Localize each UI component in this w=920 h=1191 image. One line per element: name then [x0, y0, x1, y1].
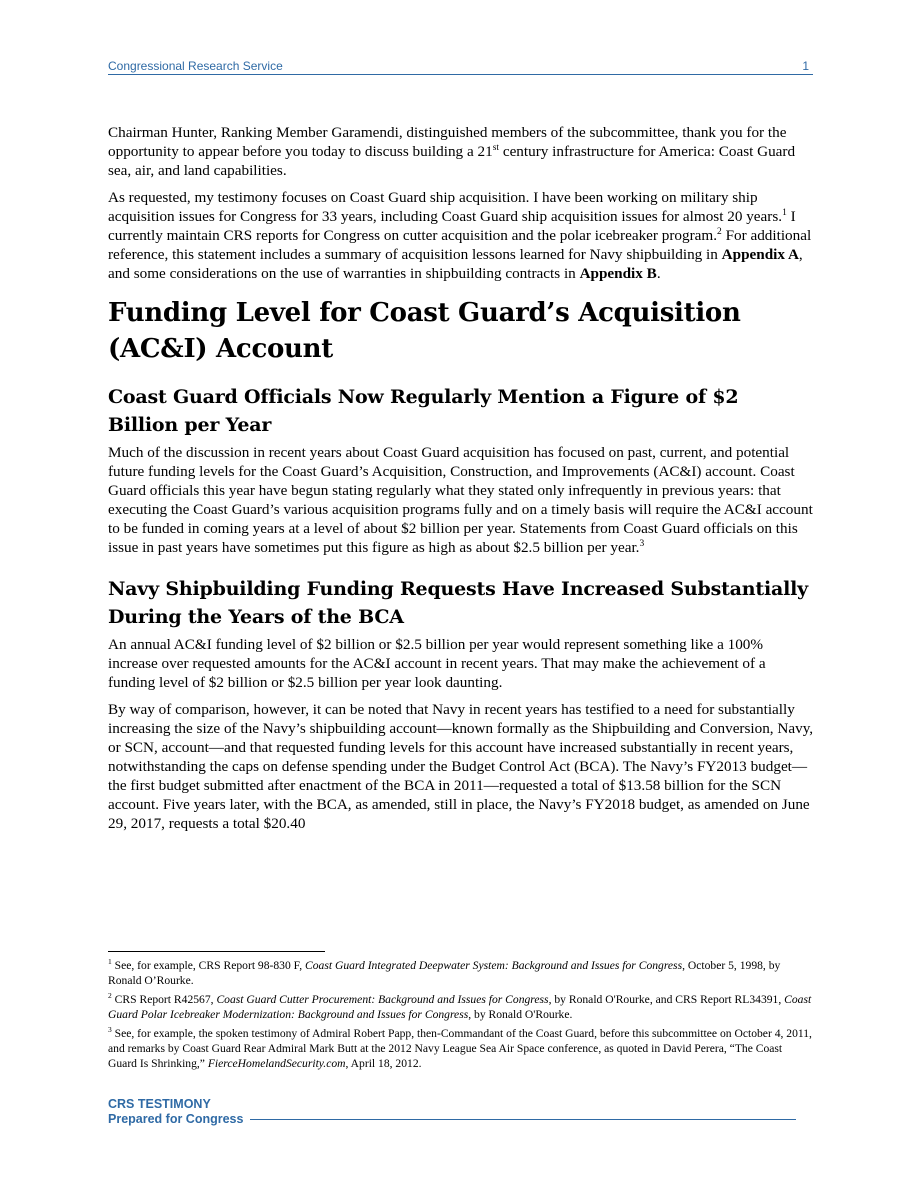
subheading-coast-guard-officials: Coast Guard Officials Now Regularly Mention a Figure of $2 Billion per Year [108, 386, 739, 436]
page-number: 1 [802, 59, 809, 73]
intro-paragraph-2: As requested, my testimony focuses on Coast Guard ship acquisition. I have been working on military ship acquisition issues for Congress for 33 years, including Coast Guard ship acquisition issues for almost 20 years.$^1$ I currently maintain CRS reports for Congress on cutter acquisition and the polar icebreaker program.$^2$ For additional reference, this statement includes a summary of acquisition lessons learned for Navy shipbuilding in Appendix A, and some considerations on the use of warranties in shipbuilding contracts in Appendix B. [108, 189, 812, 282]
footnote-3: $^3$ See, for example, the spoken testimony of Admiral Robert Papp, then-Commandant of the Coast Guard, before this subcommittee on October 4, 2011, and remarks by Coast Guard Rear Admiral Mark Butt at the 2012 Navy League Sea Air Space conference, as quoted in David Perera, “The Coast Guard Is Shrinking,” FierceHomelandSecurity.com, April 18, 2012. [108, 1025, 812, 1070]
paragraph-comparison: By way of comparison, however, it can be noted that Navy in recent years has testified to a need for substantially increasing the size of the Navy’s shipbuilding account—known formally as the Shipbuilding and Conversion, Navy, or SCN, account—and that requested funding levels for this account have increased substantially in recent years, notwithstanding the caps on defense spending under the Budget Control Act (BCA). The Navy’s FY2013 budget—the first budget submitted after enactment of the BCA in 2011—requested a total of $13.58 billion for the SCN account. Five years later, with the BCA, as amended, still in place, the Navy’s FY2018 budget, as amended on June 29, 2017, requests a total $20.40 [108, 701, 814, 832]
paragraph-ac-i-discussion: Much of the discussion in recent years about Coast Guard acquisition has focused on past, current, and potential future funding levels for the Coast Guard’s Acquisition, Construction, and Improvements (AC&I) account. Coast Guard officials this year have begun stating regularly what they stated only infrequently in previous years: that executing the Coast Guard’s various acquisition programs fully and on a timely basis will require the AC&I account to be funded in coming years at a level of about $2 billion per year. Statements from Coast Guard officials on this issue in past years have sometimes put this figure as high as about $2.5 billion per year.$^3$ [108, 444, 813, 556]
footnote-1: $^1$ See, for example, CRS Report 98-830 F, Coast Guard Integrated Deepwater System: Background and Issues for Congress, October 5, 1998, by Ronald O’Rourke. [108, 957, 781, 987]
footnote-2: $^2$ CRS Report R42567, Coast Guard Cutter Procurement: Background and Issues for Congress, by Ronald O'Rourke, and CRS Report RL34391, Coast Guard Polar Icebreaker Modernization: Background and Issues for Congress, by Ronald O'Rourke. [108, 991, 812, 1021]
intro-paragraph-1: Chairman Hunter, Ranking Member Garamendi, distinguished members of the subcommittee, thank you for the opportunity to appear before you today to discuss building a 21st century infrastructure for America: Coast Guard sea, air, and land capabilities. [108, 124, 796, 179]
subheading-navy-shipbuilding: Navy Shipbuilding Funding Requests Have Increased Substantially During the Years of the BCA [108, 578, 808, 628]
footer-crs-testimony: CRS TESTIMONY [108, 1097, 211, 1111]
footnotes [108, 958, 814, 1075]
page-header [108, 58, 813, 75]
header-source: Congressional Research Service [108, 59, 283, 73]
page-footer [108, 1097, 243, 1127]
paragraph-funding-level: An annual AC&I funding level of $2 billion or $2.5 billion per year would represent something like a 100% increase over requested amounts for the AC&I account in recent years. That may make the achievement of a funding level of $2 billion or $2.5 billion per year look daunting. [108, 636, 766, 691]
footnote-divider [108, 951, 325, 952]
footer-rule [250, 1119, 796, 1120]
footer-prepared-for-congress: Prepared for Congress [108, 1112, 244, 1126]
document-body [108, 123, 814, 841]
section-heading-funding-level: Funding Level for Coast Guard’s Acquisition (AC&I) Account [108, 298, 741, 364]
